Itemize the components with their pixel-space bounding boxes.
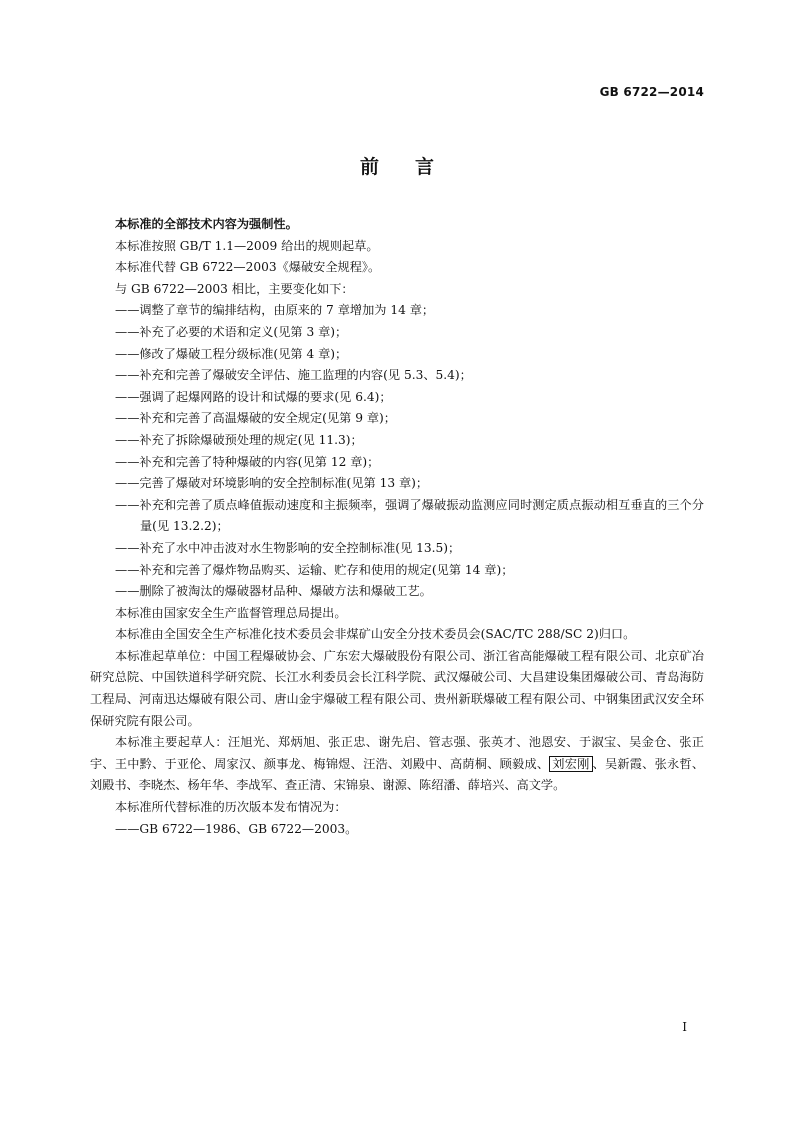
change-item: ——调整了章节的编排结构，由原来的 7 章增加为 14 章；: [115, 303, 435, 318]
boxed-drafter-name: 刘宏刚: [549, 756, 592, 772]
change-item: ——强调了起爆网路的设计和试爆的要求(见 6.4)；: [115, 389, 392, 404]
change-item: ——补充了水中冲击波对水生物影响的安全控制标准(见 13.5)；: [115, 540, 461, 555]
mandatory-statement: 本标准的全部技术内容为强制性。: [115, 217, 298, 231]
centralized-by-paragraph: 本标准由全国安全生产标准化技术委员会非煤矿山安全分技术委员会(SAC/TC 288/SC 2)归口。: [115, 627, 636, 642]
change-item: ——修改了爆破工程分级标准(见第 4 章)；: [115, 346, 348, 361]
change-item: ——补充和完善了爆破安全评估、施工监理的内容(见 5.3、5.4)；: [115, 368, 472, 383]
change-item: ——补充和完善了特种爆破的内容(见第 12 章)；: [115, 454, 380, 469]
change-item: ——补充和完善了质点峰值振动速度和主振频率，强调了爆破振动监测应同时测定质点振动相互垂直的三个分量(见 13.2.2)；: [115, 497, 704, 534]
drafting-units-paragraph: 本标准起草单位：中国工程爆破协会、广东宏大爆破股份有限公司、浙江省高能爆破工程有限公司、北京矿冶研究总院、中国铁道科学研究院、长江水利委员会长江科学院、武汉爆破公司、大昌建设集团爆破公司、青岛海防工程局、河南迅达爆破有限公司、唐山金宇爆破工程有限公司、贵州新联爆破工程有限公司、中钢集团武汉安全环保研究院有限公司。: [90, 648, 704, 728]
changes-list: [90, 300, 704, 602]
drafting-rules-paragraph: 本标准按照 GB/T 1.1—2009 给出的规则起草。: [115, 238, 379, 253]
drafters-paragraph: [90, 732, 704, 797]
foreword-body: [90, 214, 704, 840]
standard-code: GB 6722—2014: [599, 85, 704, 99]
change-item: ——补充和完善了高温爆破的安全规定(见第 9 章)；: [115, 411, 396, 426]
history-intro: 本标准所代替标准的历次版本发布情况为：: [115, 800, 347, 815]
drafters-list-part-2: 、吴新霞、张永哲、刘殿书、李晓杰、杨年华、李战军、查正清、宋锦泉、谢源、陈绍潘、薛培兴、高文学。: [90, 756, 705, 793]
change-item: ——补充了必要的术语和定义(见第 3 章)；: [115, 324, 348, 339]
change-item: ——补充了拆除爆破预处理的规定(见 11.3)；: [115, 432, 363, 447]
page-number: I: [682, 1020, 687, 1034]
replaces-paragraph: 本标准代替 GB 6722—2003《爆破安全规程》。: [115, 260, 381, 275]
change-item: ——完善了爆破对环境影响的安全控制标准(见第 13 章)；: [115, 476, 429, 491]
change-item: ——补充和完善了爆炸物品购买、运输、贮存和使用的规定(见第 14 章)；: [115, 562, 514, 577]
change-item: ——删除了被淘汰的爆破器材品种、爆破方法和爆破工艺。: [115, 584, 432, 599]
page-title: 前言: [359, 156, 470, 178]
changes-intro: 与 GB 6722—2003 相比，主要变化如下：: [115, 281, 354, 296]
history-item: ——GB 6722—1986、GB 6722—2003。: [115, 821, 358, 836]
proposed-by-paragraph: 本标准由国家安全生产监督管理总局提出。: [115, 605, 347, 620]
drafters-list-part-1: 本标准主要起草人：汪旭光、郑炳旭、张正忠、谢先启、管志强、张英才、池恩安、于淑宝、吴金仓、张正宇、王中黔、于亚伦、周家汉、颜事龙、梅锦煜、汪浩、刘殿中、高荫桐、顾毅成、: [90, 735, 704, 771]
